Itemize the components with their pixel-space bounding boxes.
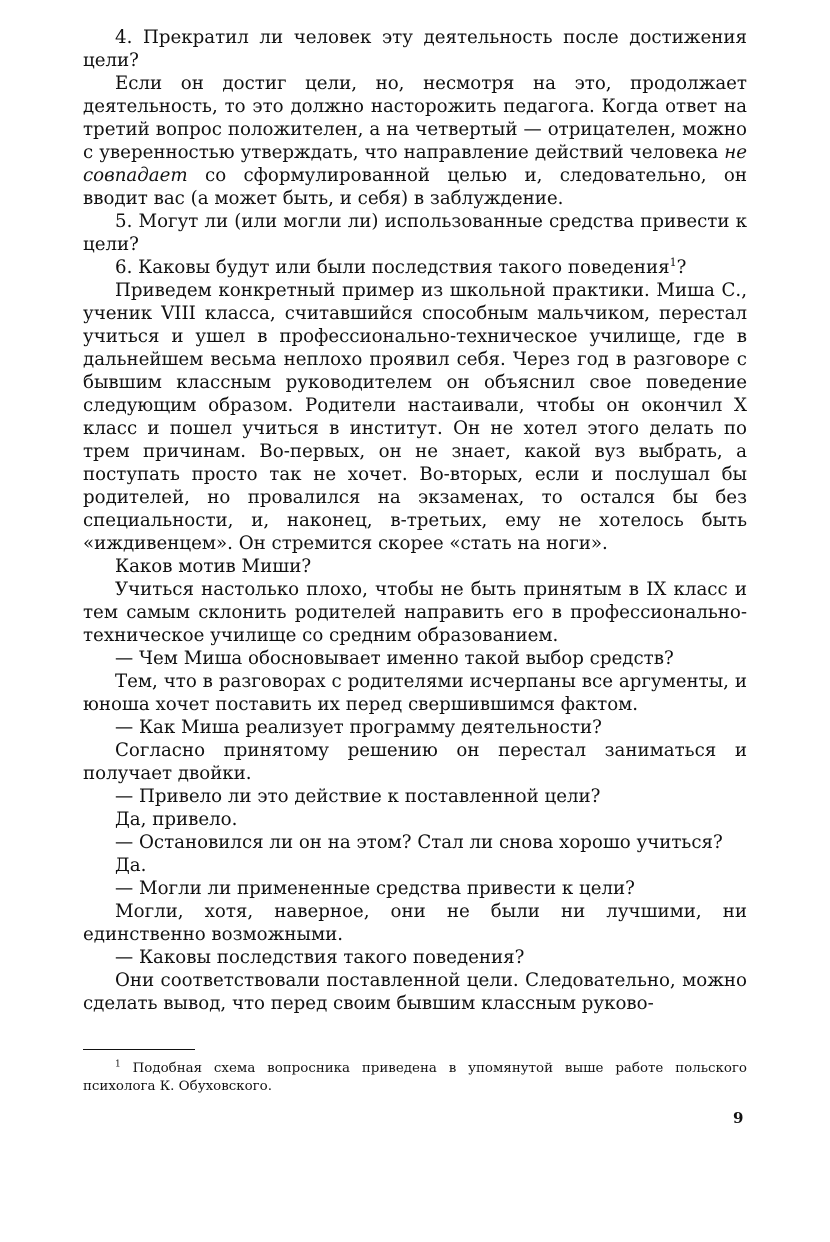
paragraph-motive-answer (83, 578, 747, 647)
example-paragraph-text: Приведем конкретный пример из школьной практики. Миша С., ученик VIII класса, считавшийся способным мальчиком, перестал учиться и ушел в профессионально-техническое училище, где в дальнейшем весьма неплохо проявил себя. Через год в разговоре с бывшим классным руководителем он объяснил свое поведение следующим образом. Родители настаивали, чтобы он окончил X класс и пошел учиться в институт. Он не хотел этого делать по трем причинам. Во-первых, он не знает, какой вуз выбрать, а поступать просто так не хочет. Во-вторых, если и послушал бы родителей, но провалился на экзаменах, то остался бы без специальности, и, наконец, в-третьих, ему не хотелось быть «иждивенцем». Он стремится скорее «стать на ноги». (83, 280, 747, 554)
dialogue-question-1 (83, 647, 747, 670)
dialogue-answer-3-text: Да, привело. (115, 809, 238, 830)
conclusion-paragraph (83, 969, 747, 1015)
dialogue-question-2 (83, 716, 747, 739)
dialogue-answer-3 (83, 808, 747, 831)
dialogue-question-4-text: — Остановился ли он на этом? Стал ли снова хорошо учиться? (115, 832, 723, 853)
question-6 (83, 256, 747, 279)
dialogue-answer-2 (83, 739, 747, 785)
dialogue-answer-1 (83, 670, 747, 716)
paragraph-motive-question (83, 555, 747, 578)
dialogue-answer-2-text: Согласно принятому решению он перестал заниматься и получает двойки. (83, 740, 747, 784)
dialogue-answer-4-text: Да. (115, 855, 147, 876)
dialogue-question-3-text: — Привело ли это действие к поставленной цели? (115, 786, 601, 807)
emphasis-ne-sovpadaet: не совпадает (83, 142, 747, 186)
example-paragraph (83, 279, 747, 555)
dialogue-question-1-text: — Чем Миша обосновывает именно такой выбор средств? (115, 648, 674, 669)
footnote (83, 1060, 747, 1096)
paragraph-1-part-b: со сформулированной целью и, следовательно, он вводит вас (а может быть, и себя) в заблуждение. (83, 165, 747, 209)
page-number: 9 (733, 1109, 744, 1127)
dialogue-question-3 (83, 785, 747, 808)
dialogue-question-4 (83, 831, 747, 854)
motive-answer-text: Учиться настолько плохо, чтобы не быть принятым в IX класс и тем самым склонить родителей направить его в профессионально-техническое училище со средним образованием. (83, 579, 747, 646)
dialogue-answer-5-text: Могли, хотя, наверное, они не были ни лучшими, ни единственно возможными. (83, 901, 747, 945)
main-text (83, 26, 747, 1015)
footnote-marker: 1 (115, 1059, 121, 1070)
question-5 (83, 210, 747, 256)
footnote-divider (83, 1049, 195, 1050)
question-6-mark: ? (676, 257, 687, 278)
dialogue-question-5 (83, 877, 747, 900)
dialogue-question-6 (83, 946, 747, 969)
question-5-text: 5. Могут ли (или могли ли) использованные средства привести к цели? (83, 211, 747, 255)
dialogue-answer-1-text: Тем, что в разговорах с родителями исчерпаны все аргументы, и юноша хочет поставить их перед свершившимся фактом. (83, 671, 747, 715)
question-4-text: 4. Прекратил ли человек эту деятельность после достижения цели? (83, 27, 747, 71)
question-4 (83, 26, 747, 72)
dialogue-answer-4 (83, 854, 747, 877)
paragraph-1 (83, 72, 747, 210)
paragraph-1-part-a: Если он достиг цели, но, несмотря на это, продолжает деятельность, то это должно насторожить педагога. Когда ответ на третий вопрос положителен, а на четвертый — отрицателен, можно с уверенностью утверждать, что направление действий человека (83, 73, 747, 163)
footnote-text: Подобная схема вопросника приведена в упомянутой выше работе польского психолога К. Обуховского. (83, 1061, 747, 1094)
conclusion-paragraph-text: Они соответствовали поставленной цели. Следовательно, можно сделать вывод, что перед своим бывшим классным руково- (83, 970, 747, 1014)
question-6-text: 6. Каковы будут или были последствия такого поведения (115, 257, 670, 278)
dialogue-answer-5 (83, 900, 747, 946)
motive-question-text: Каков мотив Миши? (115, 556, 312, 577)
dialogue-question-6-text: — Каковы последствия такого поведения? (115, 947, 525, 968)
dialogue-question-5-text: — Могли ли примененные средства привести к цели? (115, 878, 635, 899)
footnote-ref: 1 (669, 255, 677, 269)
dialogue-question-2-text: — Как Миша реализует программу деятельности? (115, 717, 602, 738)
